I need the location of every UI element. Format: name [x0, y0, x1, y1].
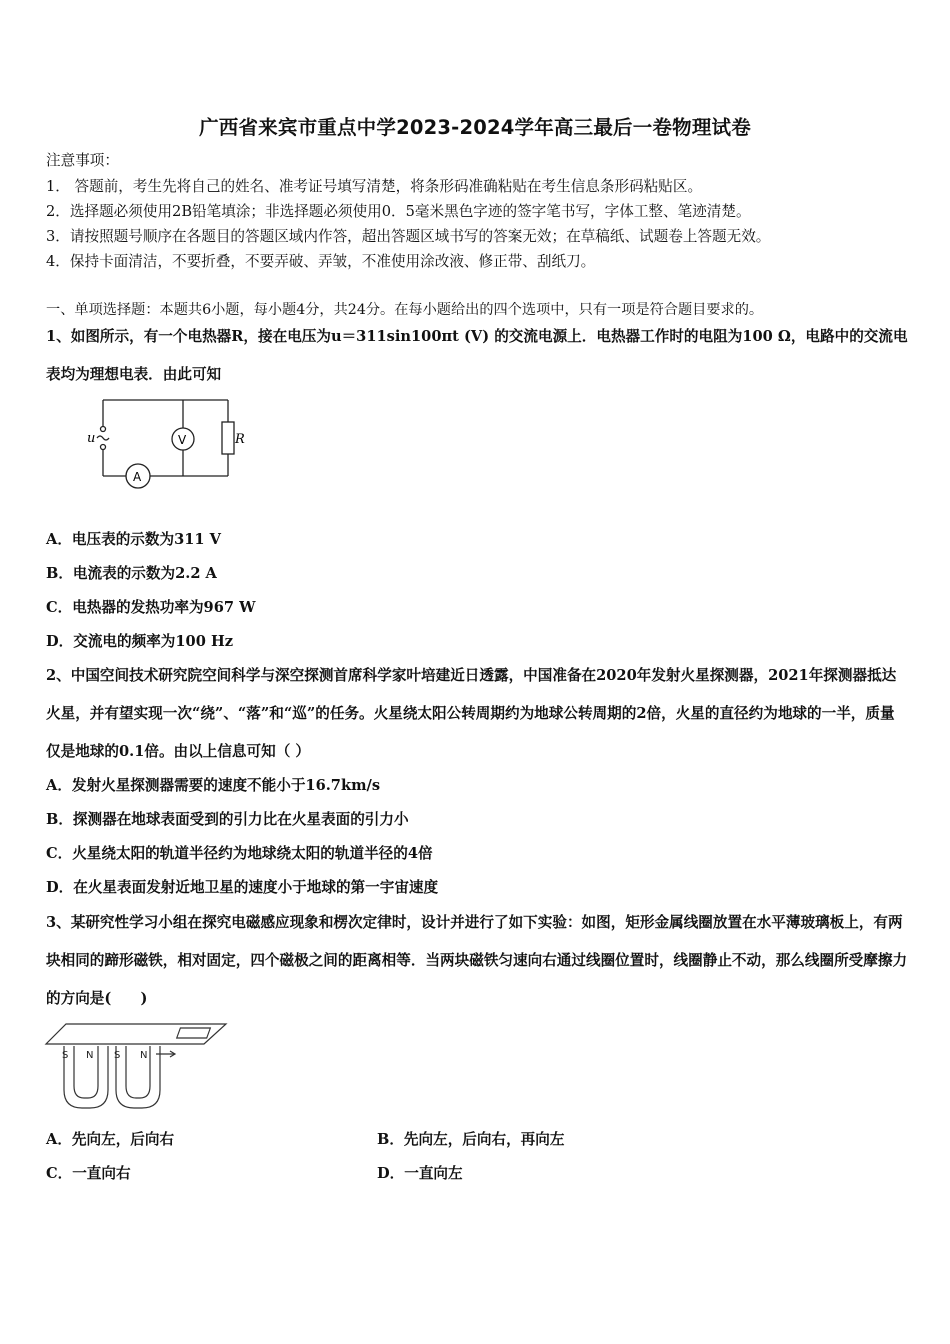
terminal-top — [101, 427, 106, 432]
q2-option-b: B．探测器在地球表面受到的引力比在火星表面的引力小 — [46, 811, 409, 828]
pole-label: N — [140, 1050, 148, 1061]
q1-stem: 1、如图所示，有一个电热器R，接在电压为u＝311sin100πt (V) 的交流电源上．电热器工作时的电阻为100 Ω，电路中的交流电表均为理想电表．由此可知 — [46, 328, 908, 383]
notice-item-1: 1． 答题前，考生先将自己的姓名、准考证号填写清楚，将条形码准确粘贴在考生信息条形码粘贴区。 — [46, 178, 703, 195]
exam-title: 广西省来宾市重点中学2023-2024学年高三最后一卷物理试卷 — [199, 116, 751, 139]
u-label: u — [87, 431, 96, 446]
ac-source-icon — [97, 436, 109, 440]
resistor-label: R — [235, 432, 245, 447]
q1-option-b: B．电流表的示数为2.2 A — [46, 565, 217, 582]
q1-circuit-diagram — [78, 392, 258, 498]
q1-option-a: A．电压表的示数为311 V — [46, 531, 221, 548]
notice-heading: 注意事项： — [46, 152, 119, 169]
pole-label: S — [62, 1050, 69, 1061]
terminal-bottom — [101, 445, 106, 450]
q3-option-a: A．先向左，后向右 — [46, 1131, 175, 1148]
magnet-right-outer — [116, 1046, 160, 1108]
notice-item-2: 2．选择题必须使用2B铅笔填涂；非选择题必须使用0．5毫米黑色字迹的签字笔书写，字体工整、笔迹清楚。 — [46, 203, 751, 220]
resistor-symbol — [222, 422, 234, 454]
q3-option-c: C．一直向右 — [46, 1165, 131, 1182]
q1-option-c: C．电热器的发热功率为967 W — [46, 599, 256, 616]
q1-option-d: D．交流电的频率为100 Hz — [46, 633, 234, 650]
voltmeter-label: V — [178, 433, 187, 447]
q3-stem: 3、某研究性学习小组在探究电磁感应现象和楞次定律时，设计并进行了如下实验：如图，矩形金属线圈放置在水平薄玻璃板上，有两块相同的蹄形磁铁，相对固定，四个磁极之间的距离相等．当两块磁铁匀速向右通过线圈位置时，线圈静止不动，那么线圈所受摩擦力的方向是( ) — [46, 914, 908, 1007]
q3-magnet-diagram — [44, 1018, 234, 1114]
pole-label: S — [114, 1050, 121, 1061]
glass-plate — [46, 1024, 226, 1044]
q2-option-d: D．在火星表面发射近地卫星的速度小于地球的第一宇宙速度 — [46, 879, 439, 896]
pole-label: N — [86, 1050, 94, 1061]
notice-item-4: 4．保持卡面清洁，不要折叠，不要弄破、弄皱，不准使用涂改液、修正带、刮纸刀。 — [46, 253, 596, 270]
notice-item-3: 3．请按照题号顺序在各题目的答题区域内作答，超出答题区域书写的答案无效；在草稿纸、试题卷上答题无效。 — [46, 228, 771, 245]
q3-option-b: B．先向左，后向右，再向左 — [377, 1131, 565, 1148]
metal-coil — [177, 1028, 211, 1038]
section-heading: 一、单项选择题：本题共6小题，每小题4分，共24分。在每小题给出的四个选项中，只有一项是符合题目要求的。 — [46, 302, 764, 318]
q2-option-a: A．发射火星探测器需要的速度不能小于16.7km/s — [46, 777, 381, 794]
q2-option-c: C．火星绕太阳的轨道半径约为地球绕太阳的轨道半径的4倍 — [46, 845, 433, 862]
ammeter-label: A — [133, 470, 142, 484]
q2-stem: 2、中国空间技术研究院空间科学与深空探测首席科学家叶培建近日透露，中国准备在2020年发射火星探测器，2021年探测器抵达火星，并有望实现一次“绕”、“落”和“巡”的任务。火星绕太阳公转周期约为地球公转周期的2倍，火星的直径约为地球的一半，质量仅是地球的0.1倍。由以上信息可知（ ） — [46, 667, 897, 760]
q3-option-d: D．一直向左 — [377, 1165, 463, 1182]
